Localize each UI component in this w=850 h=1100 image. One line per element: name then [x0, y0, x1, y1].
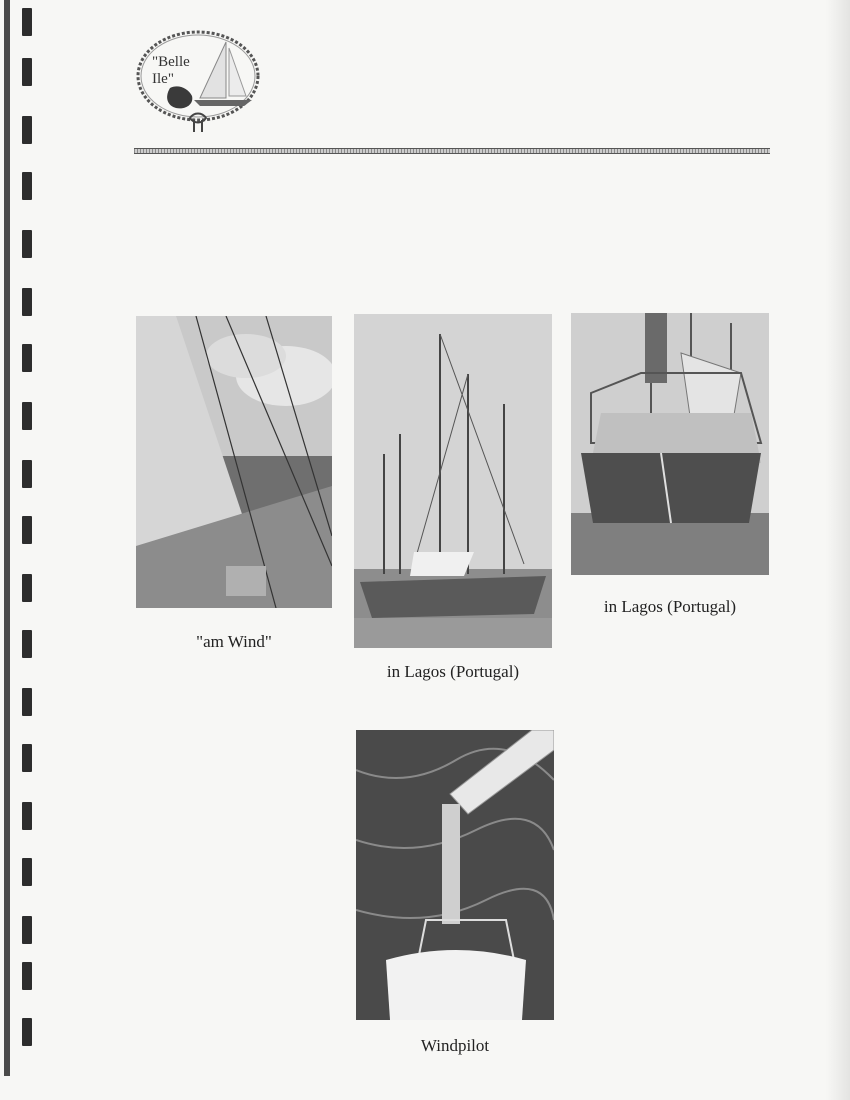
page-edge-shadow: [826, 0, 850, 1100]
windvane-steering-photo-icon: [356, 730, 554, 1020]
binding-hole: [22, 8, 32, 36]
binding-hole: [22, 172, 32, 200]
binding-hole: [22, 916, 32, 944]
binding-hole: [22, 116, 32, 144]
logo-text: [152, 54, 212, 88]
caption-lagos-stern: in Lagos (Portugal): [603, 597, 737, 616]
caption-am-wind: "am Wind": [196, 632, 272, 651]
binding-hole: [22, 344, 32, 372]
logo-text-line1: "Belle: [152, 54, 190, 70]
belle-ile-logo: [134, 26, 264, 134]
header-rope-rule: [134, 148, 770, 154]
binding-hole: [22, 744, 32, 772]
photo-lagos-stern: [571, 313, 769, 575]
binding-hole: [22, 630, 32, 658]
photo-am-wind: [136, 316, 332, 608]
moored-ketch-photo-icon: [354, 314, 552, 648]
logo-text-line2: Ile": [152, 71, 174, 87]
binding-hole: [22, 802, 32, 830]
binding-hole: [22, 58, 32, 86]
binding-hole: [22, 574, 32, 602]
binding-hole: [22, 516, 32, 544]
boat-stern-photo-icon: [571, 313, 769, 575]
binding-hole: [22, 688, 32, 716]
photo-windpilot: [356, 730, 554, 1020]
binding-hole: [22, 1018, 32, 1046]
binding-hole: [22, 288, 32, 316]
caption-lagos-marina: in Lagos (Portugal): [386, 662, 520, 681]
binding-hole: [22, 962, 32, 990]
photo-lagos-marina: [354, 314, 552, 648]
sailing-close-hauled-photo-icon: [136, 316, 332, 608]
binding-hole: [22, 230, 32, 258]
binding-hole: [22, 460, 32, 488]
binding-hole: [22, 402, 32, 430]
binding-bar: [4, 0, 10, 1076]
binding-hole: [22, 858, 32, 886]
caption-windpilot: Windpilot: [420, 1036, 490, 1055]
